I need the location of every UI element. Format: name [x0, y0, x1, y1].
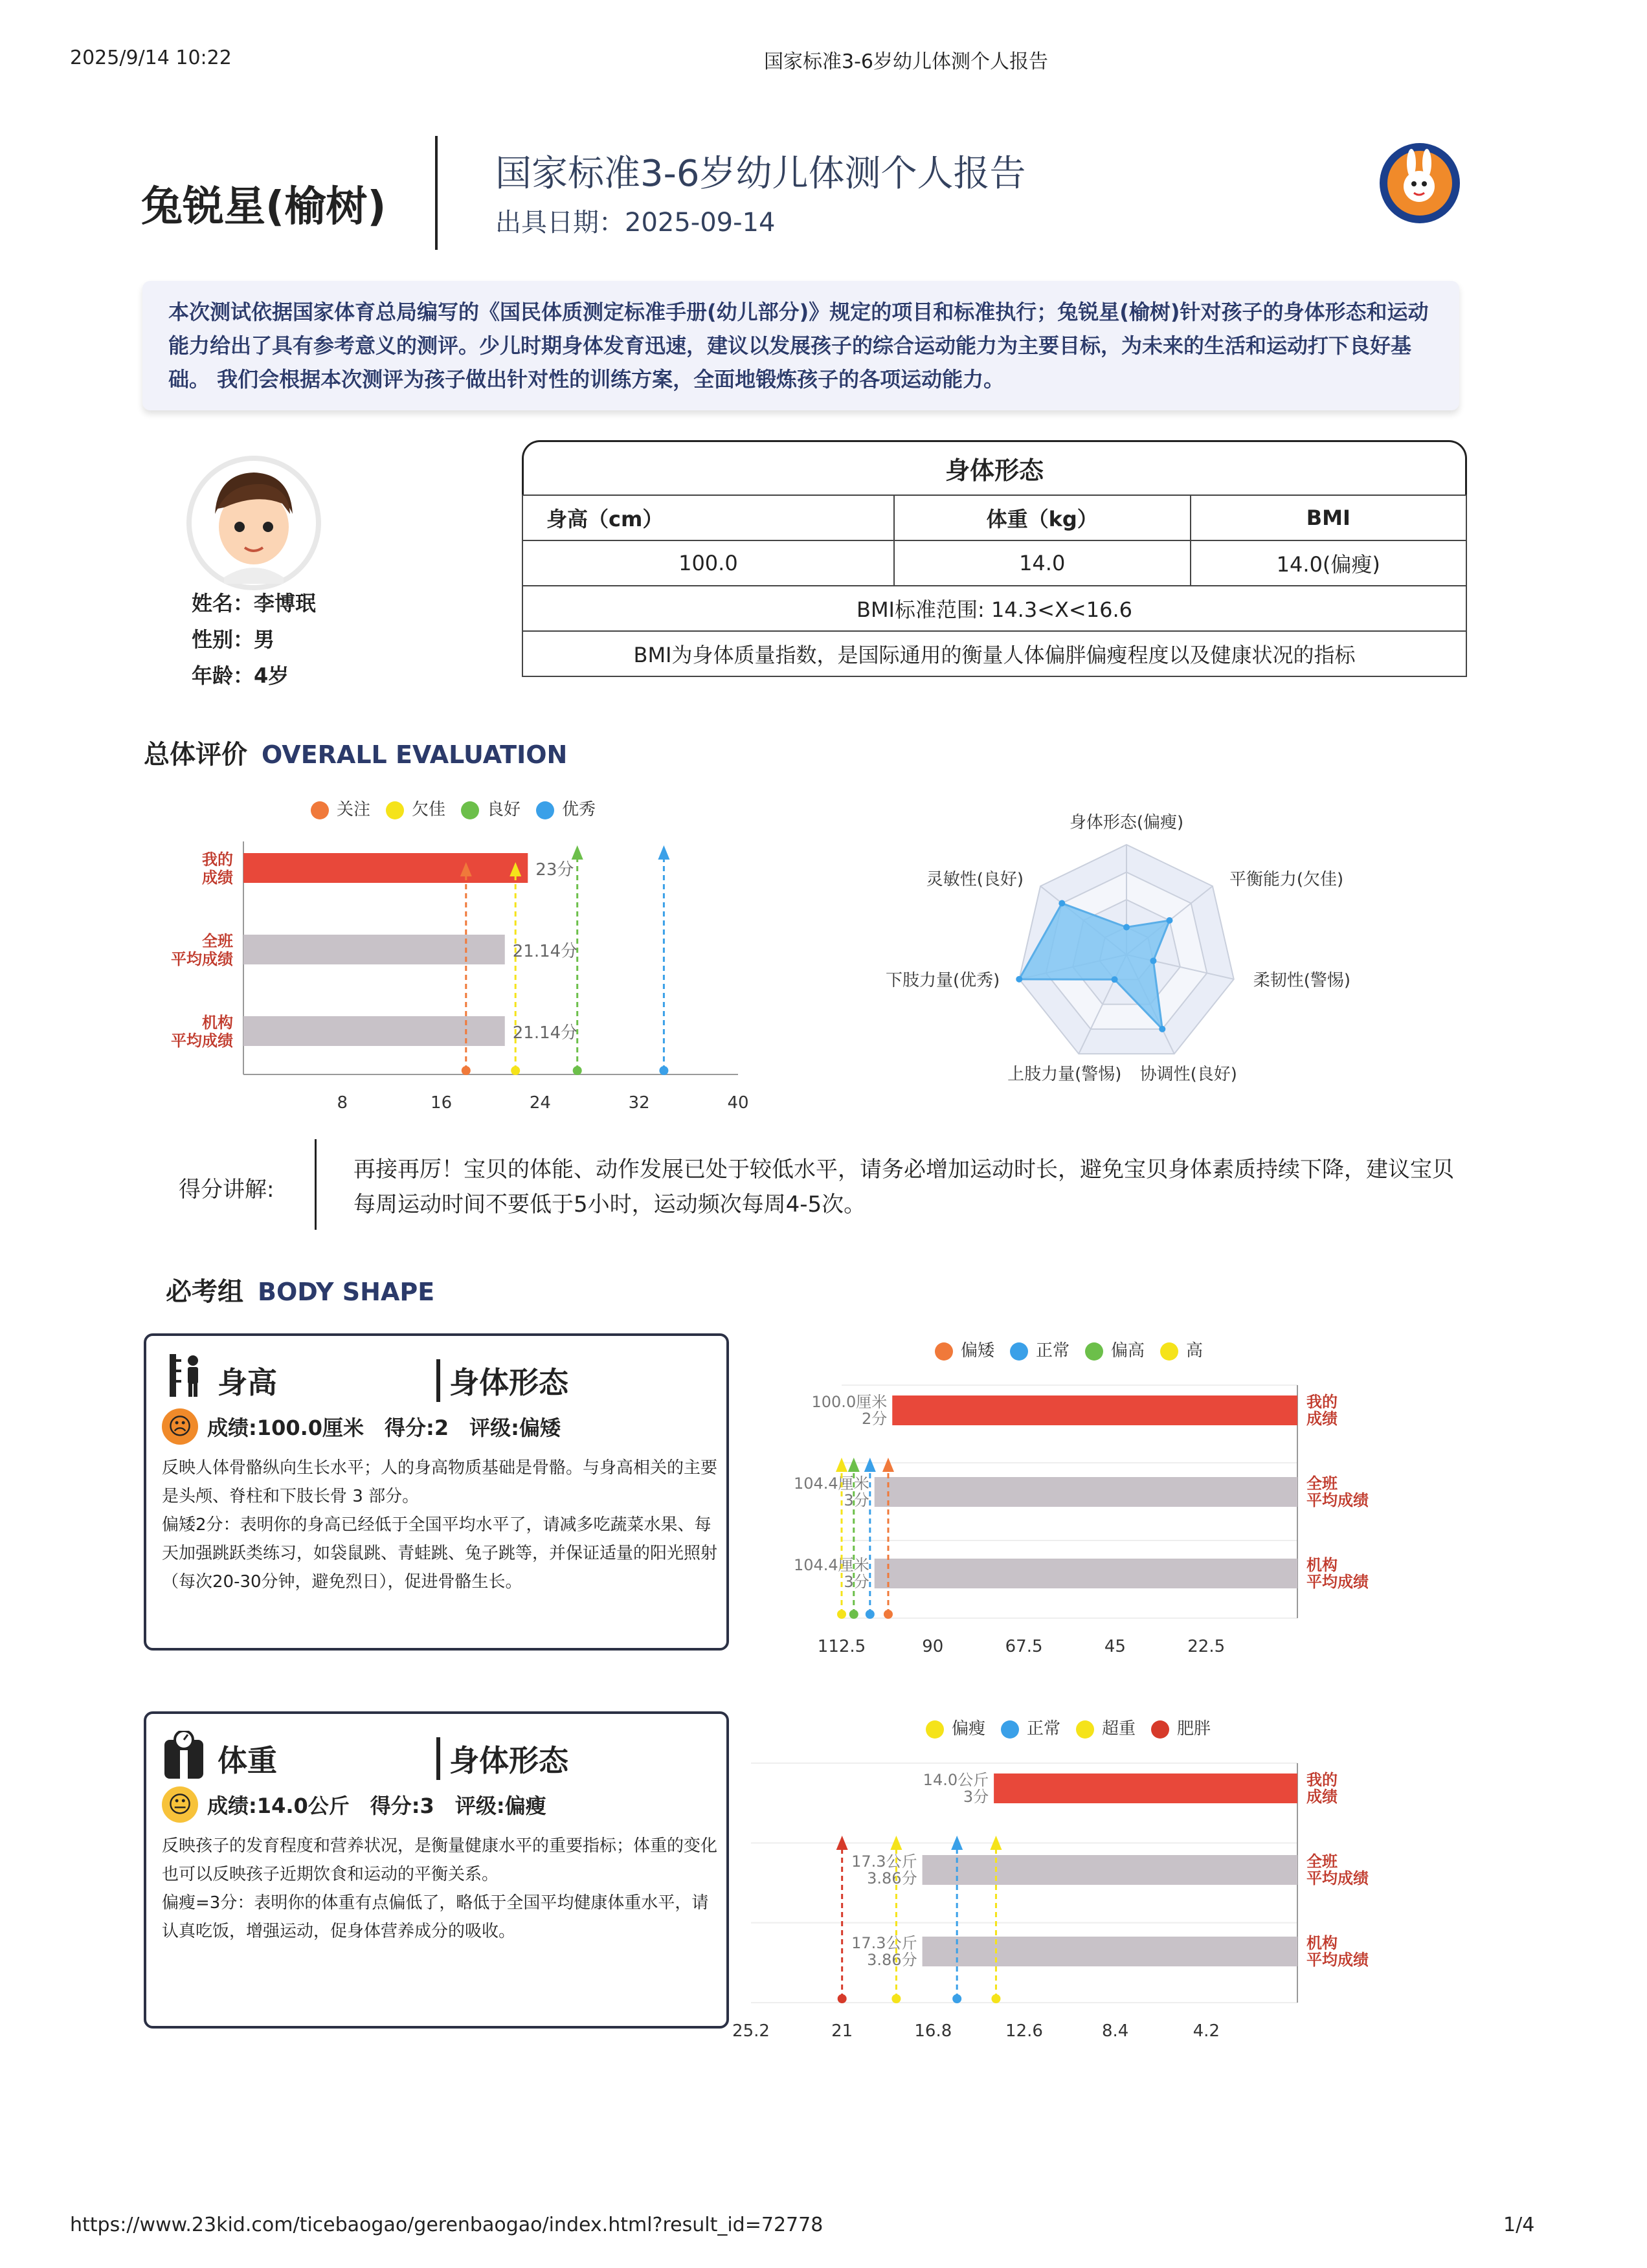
legend-label: 偏瘦	[952, 1719, 986, 1739]
legend-item	[311, 796, 370, 820]
commentary-text: 再接再厉！宝贝的体能、动作发展已处于较低水平，请务必增加运动时长，避免宝贝身体素质持续下降，建议宝贝每周运动时间不要低于5小时，运动频次每周4-5次。	[353, 1157, 1454, 1217]
legend-label: 偏矮	[961, 1341, 995, 1361]
marker-arrow	[882, 1458, 894, 1472]
radar-axis-label: 柔韧性(警惕)	[1253, 970, 1351, 990]
brand-logo-icon	[1378, 141, 1462, 225]
child-gender: 性别：男	[192, 627, 275, 652]
x-tick-label: 45	[1104, 1637, 1126, 1656]
x-tick-label: 4.2	[1193, 2021, 1220, 2041]
weight-legend	[926, 1715, 1211, 1739]
body-shape-table-title: 身体形态	[522, 440, 1467, 495]
category-label: 平均成绩	[1306, 1573, 1369, 1591]
bar-value-label: 17.3公斤	[851, 1934, 917, 1952]
bar-value-label: 21.14分	[512, 1023, 578, 1043]
radar-point	[1159, 1026, 1165, 1032]
bar	[892, 1395, 1297, 1425]
legend-item	[1076, 1715, 1136, 1739]
category-label: 平均成绩	[171, 1032, 233, 1050]
height-card-desc-1: 反映人体骨骼纵向生长水平；人的身高物质基础是骨骼。与身高相关的主要是头颅、脊柱和下肢长骨 3 部分。	[162, 1458, 718, 1506]
category-label: 机构	[202, 1014, 233, 1032]
legend-label: 正常	[1027, 1719, 1061, 1739]
legend-item	[1151, 1715, 1211, 1739]
radar-svg	[868, 783, 1437, 1094]
body-shape-table	[522, 440, 1467, 674]
category-label: 平均成绩	[171, 950, 233, 968]
legend-dot	[536, 801, 554, 819]
legend-dot	[386, 801, 404, 819]
legend-item	[935, 1337, 994, 1361]
bar-value-label: 17.3公斤	[851, 1852, 917, 1871]
legend-dot	[1151, 1720, 1169, 1739]
marker-arrow	[572, 845, 583, 860]
height-card-title: 身高	[218, 1365, 277, 1400]
bar-value-label: 104.4厘米	[793, 1474, 869, 1493]
report-date: 出具日期：2025-09-14	[495, 208, 776, 238]
commentary-divider	[315, 1139, 317, 1230]
x-tick-label: 24	[529, 1093, 551, 1113]
category-label: 成绩	[1306, 1788, 1338, 1806]
category-label: 我的	[1306, 1393, 1338, 1411]
print-datetime: 2025/9/14 10:22	[70, 47, 232, 69]
col-weight-header: 体重（kg）	[894, 495, 1191, 540]
bar-value-label: 14.0公斤	[923, 1771, 989, 1789]
marker-dot	[891, 1994, 901, 2003]
bmi-range: BMI标准范围: 14.3<X<16.6	[522, 586, 1466, 631]
child-age: 年龄：4岁	[192, 663, 289, 688]
category-label: 我的	[202, 850, 233, 869]
category-label: 全班	[1306, 1474, 1338, 1493]
legend-label: 肥胖	[1177, 1719, 1211, 1739]
weight-card-category: 身体形态	[436, 1737, 568, 1780]
weight-bar-chart	[725, 1744, 1411, 2041]
height-card-score: 成绩:100.0厘米 得分:2 评级:偏矮	[207, 1416, 561, 1440]
weight-card	[144, 1711, 729, 2029]
height-value: 100.0	[522, 540, 894, 586]
legend-item	[926, 1715, 985, 1739]
weight-card-desc-2: 偏瘦=3分：表明你的体重有点偏低了，略低于全国平均健康体重水平，请认真吃饭，增强运动，促身体营养成分的吸收。	[162, 1893, 709, 1941]
x-tick-label: 90	[922, 1637, 944, 1656]
marker-dot	[837, 1610, 846, 1619]
bar-value-label: 2分	[861, 1410, 888, 1428]
legend-dot	[926, 1720, 944, 1739]
brand-name: 兔锐星(榆树)	[141, 183, 387, 231]
legend-dot	[1160, 1342, 1178, 1361]
bar	[875, 1559, 1297, 1588]
legend-dot	[461, 801, 479, 819]
legend-label: 高	[1186, 1341, 1204, 1361]
print-page-number: 1/4	[1503, 2214, 1535, 2236]
intro-text: 本次测试依据国家体育总局编写的《国民体质测定标准手册(幼儿部分)》规定的项目和标准执行；兔锐星(榆树)针对孩子的身体形态和运动能力给出了具有参考意义的测评。少儿时期身体发育迅速，建议以发展孩子的综合运动能力为主要目标，为未来的生活和运动打下良好基础。 我们会根据本次测评为孩子做出针对性的训练方案，全面地锻炼孩子的各项运动能力。	[142, 281, 1459, 410]
legend-label: 优秀	[562, 800, 596, 819]
category-label: 平均成绩	[1306, 1491, 1369, 1509]
bmi-value: 14.0(偏瘦)	[1191, 540, 1466, 586]
marker-dot	[866, 1610, 875, 1619]
category-label: 成绩	[202, 869, 233, 887]
legend-dot	[1076, 1720, 1094, 1739]
x-tick-label: 8.4	[1101, 2021, 1129, 2041]
legend-dot	[311, 801, 329, 819]
x-tick-label: 16.8	[914, 2021, 952, 2041]
radar-point	[1123, 924, 1130, 931]
bar	[923, 1937, 1297, 1966]
radar-point	[1166, 917, 1172, 924]
bar-value-label: 3.86分	[867, 1869, 917, 1887]
x-tick-label: 16	[431, 1093, 453, 1113]
category-label: 平均成绩	[1306, 1869, 1369, 1887]
marker-arrow	[836, 1458, 847, 1472]
legend-dot	[1085, 1342, 1103, 1361]
bar	[875, 1477, 1297, 1507]
marker-dot	[884, 1610, 893, 1619]
height-ruler-icon	[168, 1353, 203, 1398]
legend-item	[1160, 1337, 1203, 1361]
category-label: 我的	[1306, 1771, 1338, 1789]
radar-axis-label: 下肢力量(优秀)	[885, 970, 1000, 990]
marker-dot	[952, 1994, 961, 2003]
x-tick-label: 22.5	[1187, 1637, 1226, 1656]
weight-card-score: 成绩:14.0公斤 得分:3 评级:偏瘦	[207, 1794, 546, 1818]
overall-title-cn: 总体评价	[144, 740, 247, 770]
x-tick-label: 32	[628, 1093, 650, 1113]
legend-label: 正常	[1036, 1341, 1070, 1361]
marker-arrow	[658, 845, 669, 860]
radar-axis-label: 上肢力量(警惕)	[1007, 1065, 1122, 1085]
height-legend	[935, 1337, 1203, 1361]
overall-title-en: OVERALL EVALUATION	[262, 740, 568, 769]
bar	[243, 853, 528, 883]
legend-item	[386, 796, 445, 820]
legend-item	[1001, 1715, 1060, 1739]
bar	[923, 1855, 1297, 1885]
scale-icon	[162, 1731, 206, 1780]
header-divider	[435, 136, 438, 250]
neutral-face-icon: 😐	[162, 1786, 198, 1823]
child-name: 姓名：李博珉	[192, 591, 317, 616]
radar-axis-label: 身体形态(偏瘦)	[1069, 813, 1184, 832]
legend-label: 良好	[487, 800, 521, 819]
x-tick-label: 40	[727, 1093, 749, 1113]
ability-radar	[868, 783, 1437, 1094]
category-label: 全班	[1306, 1852, 1338, 1871]
category-label: 机构	[1306, 1556, 1338, 1574]
category-label: 平均成绩	[1306, 1951, 1369, 1969]
category-label: 成绩	[1306, 1410, 1338, 1428]
weight-card-desc-1: 反映孩子的发育程度和营养状况，是衡量健康水平的重要指标；体重的变化也可以反映孩子近期饮食和运动的平衡关系。	[162, 1836, 718, 1884]
marker-dot	[573, 1066, 582, 1075]
bmi-note: BMI为身体质量指数，是国际通用的衡量人体偏胖偏瘦程度以及健康状况的指标	[522, 631, 1466, 676]
radar-point	[1150, 957, 1156, 964]
bar-value-label: 3分	[844, 1491, 869, 1509]
legend-label: 欠佳	[412, 800, 446, 819]
category-label: 机构	[1306, 1934, 1338, 1952]
category-label: 全班	[202, 932, 233, 950]
bar	[994, 1773, 1297, 1803]
x-tick-label: 25.2	[732, 2021, 770, 2041]
height-card-category: 身体形态	[436, 1359, 568, 1402]
sad-face-icon: ☹	[162, 1408, 198, 1445]
weight-card-title: 体重	[218, 1743, 277, 1778]
height-bar-chart	[751, 1366, 1411, 1670]
radar-point	[1016, 976, 1022, 983]
marker-dot	[838, 1994, 847, 2003]
height-card	[144, 1333, 729, 1651]
marker-arrow	[864, 1458, 876, 1472]
height-card-desc-2: 偏矮2分：表明你的身高已经低于全国平均水平了，请减多吃蔬菜水果、每天加强跳跃类练习，如袋鼠跳、青蛙跳、兔子跳等，并保证适量的阳光照射（每次20-30分钟，避免烈日），促进骨骼生长。	[162, 1515, 718, 1592]
child-avatar	[185, 454, 322, 592]
required-section-title	[166, 1271, 434, 1308]
marker-dot	[659, 1066, 668, 1075]
overall-bar-chart	[155, 822, 764, 1120]
commentary-label: 得分讲解:	[179, 1177, 274, 1203]
marker-dot	[849, 1610, 858, 1619]
bar-value-label: 3分	[844, 1573, 869, 1591]
radar-point	[1059, 900, 1065, 907]
legend-label: 偏高	[1111, 1341, 1145, 1361]
legend-item	[461, 796, 521, 820]
radar-axis-label: 平衡能力(欠佳)	[1229, 870, 1344, 890]
legend-item	[1085, 1337, 1145, 1361]
col-bmi-header: BMI	[1191, 495, 1466, 540]
legend-dot	[1001, 1720, 1019, 1739]
marker-dot	[991, 1994, 1000, 2003]
x-tick-label: 21	[831, 2021, 853, 2041]
legend-label: 关注	[337, 800, 371, 819]
bar-value-label: 100.0厘米	[811, 1393, 888, 1411]
marker-arrow	[848, 1458, 860, 1472]
radar-axis-label: 灵敏性(良好)	[926, 870, 1024, 890]
marker-dot	[511, 1066, 520, 1075]
bar-value-label: 3分	[963, 1788, 989, 1806]
bar-value-label: 3.86分	[867, 1951, 917, 1969]
col-height-header: 身高（cm）	[522, 495, 894, 540]
weight-value: 14.0	[894, 540, 1191, 586]
report-title: 国家标准3-6岁幼儿体测个人报告	[495, 153, 1026, 195]
legend-dot	[1010, 1342, 1028, 1361]
bar-value-label: 23分	[535, 860, 574, 880]
x-tick-label: 112.5	[817, 1637, 866, 1656]
required-title-en: BODY SHAPE	[258, 1278, 435, 1306]
overall-section-title	[144, 734, 567, 771]
overall-legend	[311, 796, 596, 820]
legend-item	[1010, 1337, 1070, 1361]
radar-point	[1112, 976, 1118, 983]
bar-value-label: 21.14分	[512, 942, 578, 961]
radar-axis-label: 协调性(良好)	[1139, 1065, 1237, 1085]
x-tick-label: 67.5	[1005, 1637, 1043, 1656]
required-title-cn: 必考组	[166, 1277, 243, 1307]
bar-value-label: 104.4厘米	[793, 1556, 869, 1574]
legend-label: 超重	[1102, 1719, 1136, 1739]
x-tick-label: 8	[337, 1093, 348, 1113]
x-tick-label: 12.6	[1005, 2021, 1043, 2041]
legend-item	[536, 796, 596, 820]
print-url[interactable]: https://www.23kid.com/ticebaogao/gerenbaogao/index.html?result_id=72778	[70, 2214, 824, 2236]
legend-dot	[935, 1342, 953, 1361]
marker-dot	[462, 1066, 471, 1075]
print-title: 国家标准3-6岁幼儿体测个人报告	[764, 50, 1048, 73]
